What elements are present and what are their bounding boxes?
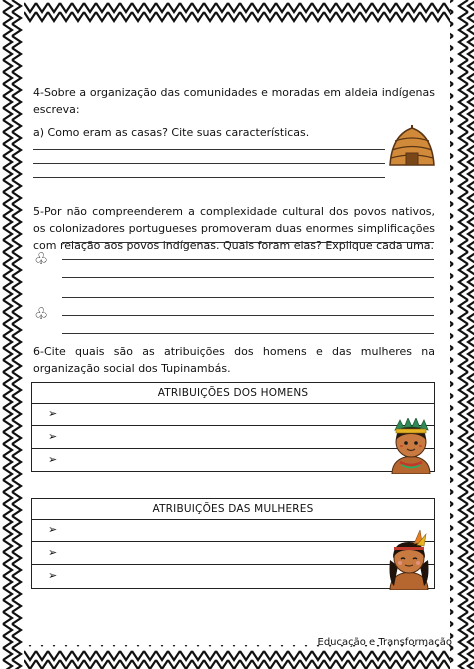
women-table-header: ATRIBUIÇÕES DAS MULHERES [32, 499, 434, 520]
arrow-bullet-icon: ➢ [48, 453, 58, 466]
men-duties-table [31, 382, 435, 472]
table-row[interactable] [32, 565, 434, 587]
answer-line[interactable] [62, 333, 434, 334]
answer-line[interactable] [62, 315, 434, 316]
question-4-prompt: 4-Sobre a organização das comunidades e moradas em aldeia indígenas escreva: [33, 86, 435, 116]
question-5-prompt: 5-Por não compreenderem a complexidade cultural dos povos nativos, os colonizadores portugueses promoveram duas enormes simplificações com relação aos povos indígenas. Quais foram elas? Explique cada uma. [33, 205, 435, 252]
answer-line[interactable] [62, 259, 434, 260]
hut-icon [386, 125, 438, 167]
arrow-bullet-icon: ➢ [48, 407, 58, 420]
club-bullet-icon: ♧ [34, 304, 49, 323]
indigenous-boy-icon [388, 418, 434, 474]
answer-line[interactable] [33, 177, 385, 178]
answer-line[interactable] [33, 149, 385, 150]
indigenous-girl-icon [384, 530, 434, 590]
answer-line[interactable] [62, 297, 434, 298]
arrow-bullet-icon: ➢ [48, 523, 58, 536]
table-row[interactable] [32, 403, 434, 426]
table-row[interactable] [32, 542, 434, 565]
club-bullet-icon: ♧ [34, 249, 49, 268]
arrow-bullet-icon: ➢ [48, 546, 58, 559]
footer-credit: Educação e Transformação [317, 637, 452, 648]
question-4a-text: a) Como eram as casas? Cite suas características. [33, 126, 310, 139]
answer-line[interactable] [62, 277, 434, 278]
table-row[interactable] [32, 449, 434, 471]
table-row[interactable] [32, 426, 434, 449]
answer-line[interactable] [62, 242, 434, 243]
table-row[interactable] [32, 519, 434, 542]
men-table-header: ATRIBUIÇÕES DOS HOMENS [32, 383, 434, 404]
question-6-prompt: 6-Cite quais são as atribuições dos homens e das mulheres na organização social dos Tupinambás. [33, 345, 435, 375]
arrow-bullet-icon: ➢ [48, 569, 58, 582]
arrow-bullet-icon: ➢ [48, 430, 58, 443]
women-duties-table [31, 498, 435, 589]
answer-line[interactable] [33, 163, 385, 164]
